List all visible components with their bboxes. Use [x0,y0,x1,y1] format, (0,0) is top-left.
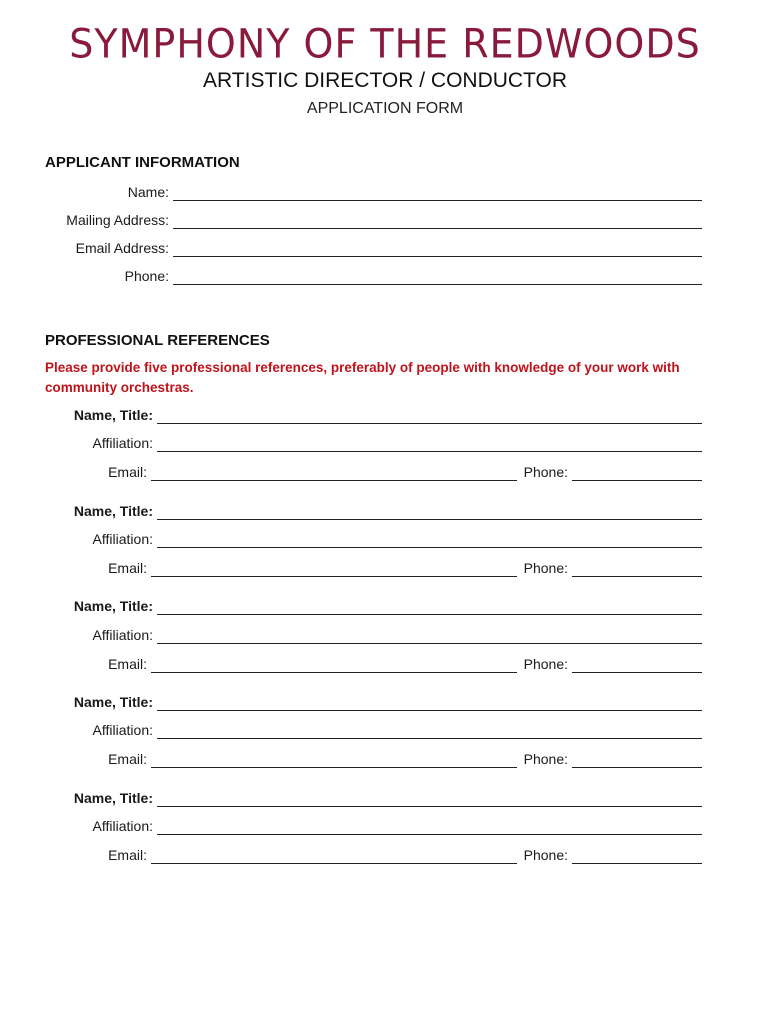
reference-5-name-title-field[interactable] [157,806,702,807]
email-address-field[interactable] [173,256,702,257]
email-label: Email: [108,560,147,576]
affiliation-label: Affiliation: [92,818,153,834]
reference-1-affiliation-field[interactable] [157,451,702,452]
name-title-label: Name, Title: [73,598,153,614]
affiliation-label: Affiliation: [92,435,153,451]
reference-1-phone-field[interactable] [572,480,702,481]
reference-5-email-field[interactable] [151,863,517,864]
phone-label: Phone: [523,751,568,767]
name-title-label: Name, Title: [73,407,153,423]
reference-1-name-title-field[interactable] [157,423,702,424]
email-label: Email: [108,847,147,863]
phone-label: Phone: [523,464,568,480]
name-label: Name: [127,184,169,200]
reference-2-email-field[interactable] [151,576,517,577]
reference-3-contact-row [0,656,702,676]
reference-4-name-title-row [0,694,702,714]
reference-3-name-title-field[interactable] [157,614,702,615]
reference-5-contact-row [0,847,702,867]
phone-label: Phone: [523,560,568,576]
reference-3-affiliation-row [0,627,702,647]
organization-logo: SYMPHONY OF THE REDWOODS [69,20,701,68]
reference-3-email-field[interactable] [151,672,517,673]
reference-4-affiliation-row [0,722,702,742]
email-label: Email: [108,464,147,480]
references-note: Please provide five professional references, preferably of people with knowledge of your work with community orchestras. [45,360,680,395]
reference-3-affiliation-field[interactable] [157,643,702,644]
email-address-row [0,240,702,260]
references-heading: PROFESSIONAL REFERENCES [45,332,270,349]
name-row [0,184,702,204]
reference-4-email-field[interactable] [151,767,517,768]
reference-1-email-field[interactable] [151,480,517,481]
reference-5-affiliation-field[interactable] [157,834,702,835]
reference-1-contact-row [0,464,702,484]
reference-1-name-title-row [0,407,702,427]
mailing-address-row [0,212,702,232]
reference-5-affiliation-row [0,818,702,838]
name-title-label: Name, Title: [73,694,153,710]
mailing-address-label: Mailing Address: [66,212,169,228]
reference-2-name-title-field[interactable] [157,519,702,520]
reference-3-name-title-row [0,598,702,618]
email-label: Email: [108,751,147,767]
reference-2-contact-row [0,560,702,580]
affiliation-label: Affiliation: [92,627,153,643]
phone-field[interactable] [173,284,702,285]
phone-row [0,268,702,288]
reference-4-phone-field[interactable] [572,767,702,768]
email-label: Email: [108,656,147,672]
reference-4-affiliation-field[interactable] [157,738,702,739]
reference-2-affiliation-field[interactable] [157,547,702,548]
reference-4-name-title-field[interactable] [157,710,702,711]
affiliation-label: Affiliation: [92,531,153,547]
reference-4-contact-row [0,751,702,771]
email-address-label: Email Address: [75,240,169,256]
reference-2-name-title-row [0,503,702,523]
reference-2-affiliation-row [0,531,702,551]
name-field[interactable] [173,200,702,201]
affiliation-label: Affiliation: [92,722,153,738]
reference-5-name-title-row [0,790,702,810]
phone-label: Phone: [523,847,568,863]
applicant-heading: APPLICANT INFORMATION [45,154,240,171]
reference-3-phone-field[interactable] [572,672,702,673]
reference-2-phone-field[interactable] [572,576,702,577]
reference-5-phone-field[interactable] [572,863,702,864]
name-title-label: Name, Title: [73,790,153,806]
reference-1-affiliation-row [0,435,702,455]
phone-label: Phone: [124,268,169,284]
mailing-address-field[interactable] [173,228,702,229]
name-title-label: Name, Title: [73,503,153,519]
form-title: ARTISTIC DIRECTOR / CONDUCTOR [202,69,568,92]
phone-label: Phone: [523,656,568,672]
form-subtitle: APPLICATION FORM [306,100,464,117]
